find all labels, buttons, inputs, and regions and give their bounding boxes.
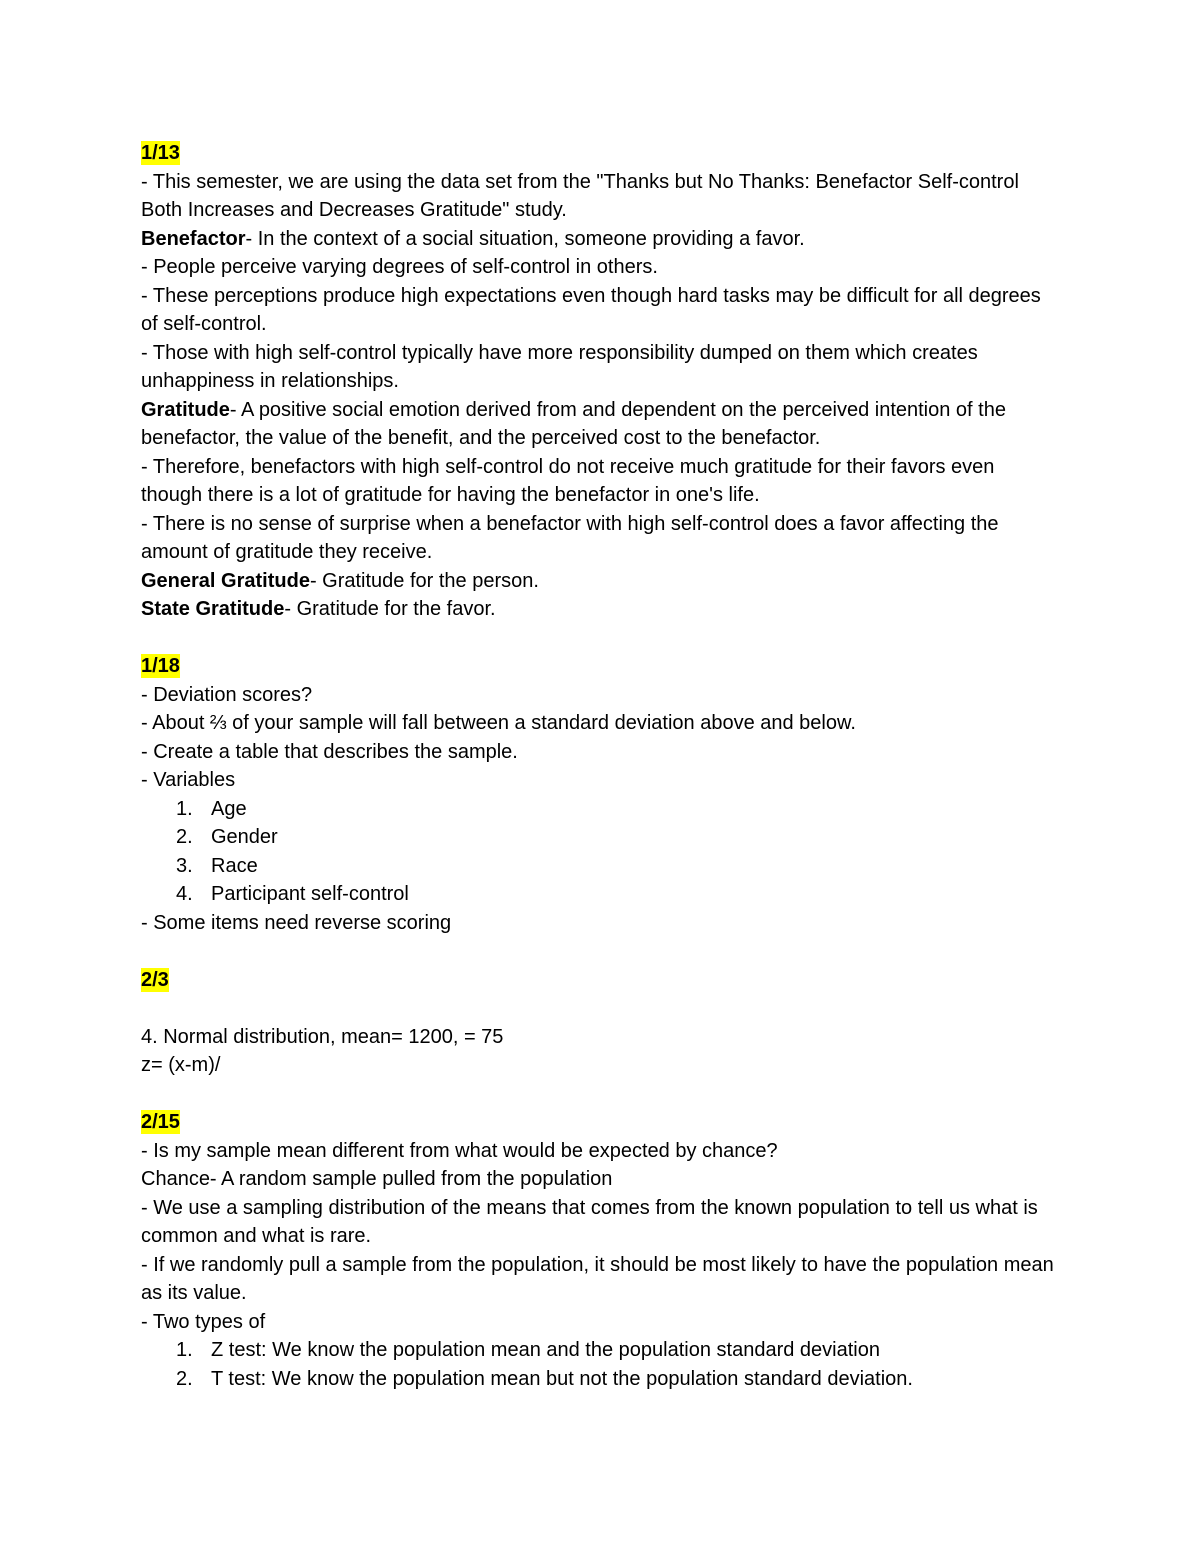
list-item: 1. Z test: We know the population mean and the population standard deviation	[176, 1339, 880, 1361]
list-item: 2. T test: We know the population mean but not the population standard deviation.	[176, 1367, 913, 1390]
note-line: - Those with high self-control typically have more responsibility dumped on them which creates unhappiness in relationships.	[141, 341, 978, 392]
date-highlight: 2/15	[141, 1111, 180, 1133]
list-item: 1. Age	[176, 797, 247, 820]
definition-text: - Gratitude for the favor.	[284, 598, 496, 620]
definition-line	[141, 567, 1061, 596]
notes-document	[141, 139, 1061, 1393]
definition-line	[141, 595, 1061, 624]
term-label: Benefactor	[141, 227, 246, 250]
note-line: - Variables	[141, 769, 236, 791]
list-item: 3. Race	[176, 854, 258, 877]
date-highlight: 2/3	[141, 968, 169, 991]
definition-line	[141, 396, 1061, 453]
section-date-heading	[141, 652, 1061, 681]
note-line: - Therefore, benefactors with high self-control do not receive much gratitude for their favors even though there is a lot of gratitude for having the benefactor in one's life.	[141, 455, 995, 506]
note-line: - Two types of	[141, 1310, 266, 1333]
list-item: 4. Participant self-control	[176, 883, 409, 905]
note-line: - We use a sampling distribution of the means that comes from the known population to tell us what is common and what is rare.	[141, 1196, 1038, 1247]
date-highlight: 1/13	[141, 142, 180, 164]
note-line: - These perceptions produce high expectations even though hard tasks may be difficult for all degrees of self-control.	[141, 284, 1041, 335]
definition-text: - Gratitude for the person.	[309, 569, 539, 592]
definition-text: - A positive social emotion derived from and dependent on the perceived intention of the benefactor, the value of the benefit, and the perceived cost to the benefactor.	[141, 398, 1006, 449]
blank-line	[141, 994, 1061, 1023]
test-types-list	[141, 1336, 1061, 1393]
note-line: - Deviation scores?	[141, 683, 313, 706]
formula-line: z= (x-m)/	[141, 1054, 221, 1076]
note-line: - There is no sense of surprise when a benefactor with high self-control does a favor affecting the amount of gratitude they receive.	[141, 512, 999, 563]
date-highlight: 1/18	[141, 655, 180, 677]
note-line: - Is my sample mean different from what would be expected by chance?	[141, 1139, 778, 1162]
term-label: Gratitude	[141, 398, 230, 421]
note-line: Chance- A random sample pulled from the population	[141, 1168, 613, 1190]
section-date-heading	[141, 1108, 1061, 1137]
note-line: 4. Normal distribution, mean= 1200, = 75	[141, 1025, 504, 1048]
note-line: - This semester, we are using the data set from the "Thanks but No Thanks: Benefactor Self-control Both Increases and Decreases Gratitude" study.	[141, 170, 1019, 221]
term-label: State Gratitude	[141, 598, 285, 620]
note-line: - About ⅔ of your sample will fall between a standard deviation above and below.	[141, 712, 856, 734]
definition-text: - In the context of a social situation, someone providing a favor.	[245, 227, 805, 250]
blank-line	[141, 1080, 1061, 1109]
section-date-heading	[141, 966, 1061, 995]
note-line: - If we randomly pull a sample from the population, it should be most likely to have the population mean as its value.	[141, 1253, 1054, 1304]
note-line: - Create a table that describes the sample.	[141, 740, 518, 763]
list-item: 2. Gender	[176, 826, 278, 848]
section-date-heading	[141, 139, 1061, 168]
term-label: General Gratitude	[141, 569, 310, 592]
note-line: - Some items need reverse scoring	[141, 911, 452, 934]
definition-line	[141, 225, 1061, 254]
blank-line	[141, 624, 1061, 653]
note-line: - People perceive varying degrees of self-control in others.	[141, 256, 658, 278]
blank-line	[141, 937, 1061, 966]
variables-list	[141, 795, 1061, 909]
